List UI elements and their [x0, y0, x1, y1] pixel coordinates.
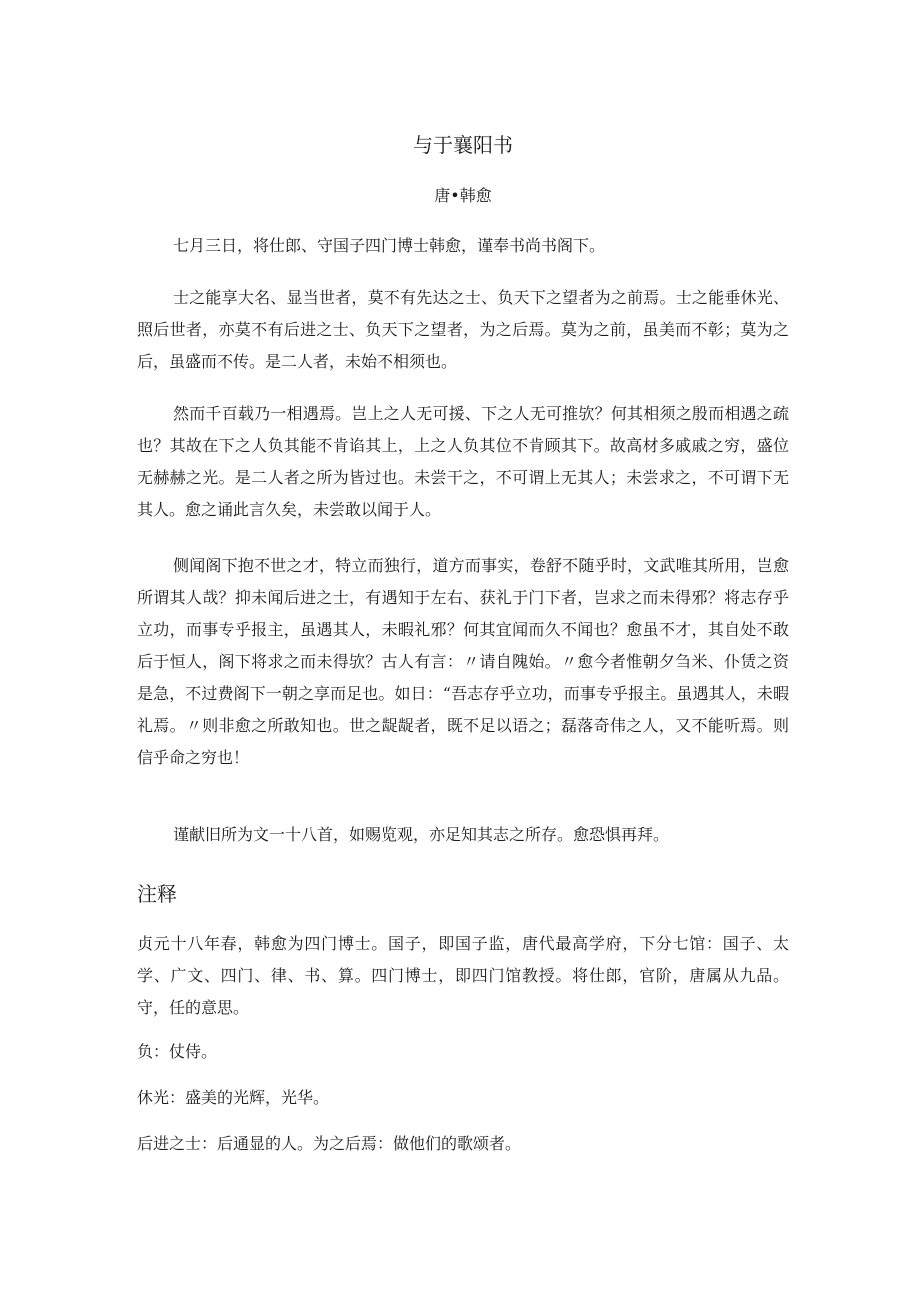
note-item: 后进之士：后通显的人。为之后焉：做他们的歌颂者。: [137, 1134, 522, 1153]
notes-heading: 注释: [137, 882, 177, 906]
note-item: 贞元十八年春，韩愈为四门博士。国子，即国子监，唐代最高学府，下分七馆：国子、太学、广文、四门、律、书、算。四门博士，即四门馆教授。将仕郎，官阶，唐属从九品。守，任的意思。: [137, 934, 789, 1017]
note-item: 休光：盛美的光辉，光华。: [137, 1088, 330, 1107]
paragraph: 士之能享大名、显当世者，莫不有先达之士、负天下之望者为之前焉。士之能垂休光、照后世者，亦莫不有后进之士、负天下之望者，为之后焉。莫为之前，虽美而不彰；莫为之后，虽盛而不传。是二人者，未始不相须也。: [137, 288, 789, 371]
document-author: 唐•韩愈: [434, 186, 492, 205]
paragraph: 七月三日，将仕郎、守国子四门博士韩愈，谨奉书尚书阁下。: [173, 236, 606, 255]
paragraph: 侧闻阁下抱不世之才，特立而独行，道方而事实，卷舒不随乎时，文武唯其所用，岂愈所谓其人哉？抑未闻后进之士，有遇知于左右、获礼于门下者，岂求之而未得邪？将志存乎立功，而事专乎报主，虽遇其人，未暇礼邪？何其宜闻而久不闻也？愈虽不才，其自处不敢后于恒人，阁下将求之而未得欤？古人有言：〃请自隗始。〃愈今者惟朝夕刍米、仆赁之资是急，不过费阁下一朝之享而足也。如日：“吾志存乎立功，而事专乎报主。虽遇其人，未暇礼焉。〃则非愈之所敢知也。世之龊龊者，既不足以语之；磊落奇伟之人，又不能听焉。则信乎命之穷也！: [137, 556, 789, 767]
note-item: 负：仗侍。: [137, 1042, 218, 1061]
document-title: 与于襄阳书: [413, 133, 513, 157]
paragraph: 谨献旧所为文一十八首，如赐览观，亦足知其志之所存。愈恐惧再拜。: [173, 825, 670, 844]
paragraph: 然而千百载乃一相遇焉。岂上之人无可援、下之人无可推欤？何其相须之殷而相遇之疏也？其故在下之人负其能不肯谄其上，上之人负其位不肯顾其下。故高材多戚戚之穷，盛位无赫赫之光。是二人者之所为皆过也。未尝干之，不可谓上无其人；未尝求之，不可谓下无其人。愈之诵此言久矣，未尝敢以闻于人。: [137, 404, 789, 519]
